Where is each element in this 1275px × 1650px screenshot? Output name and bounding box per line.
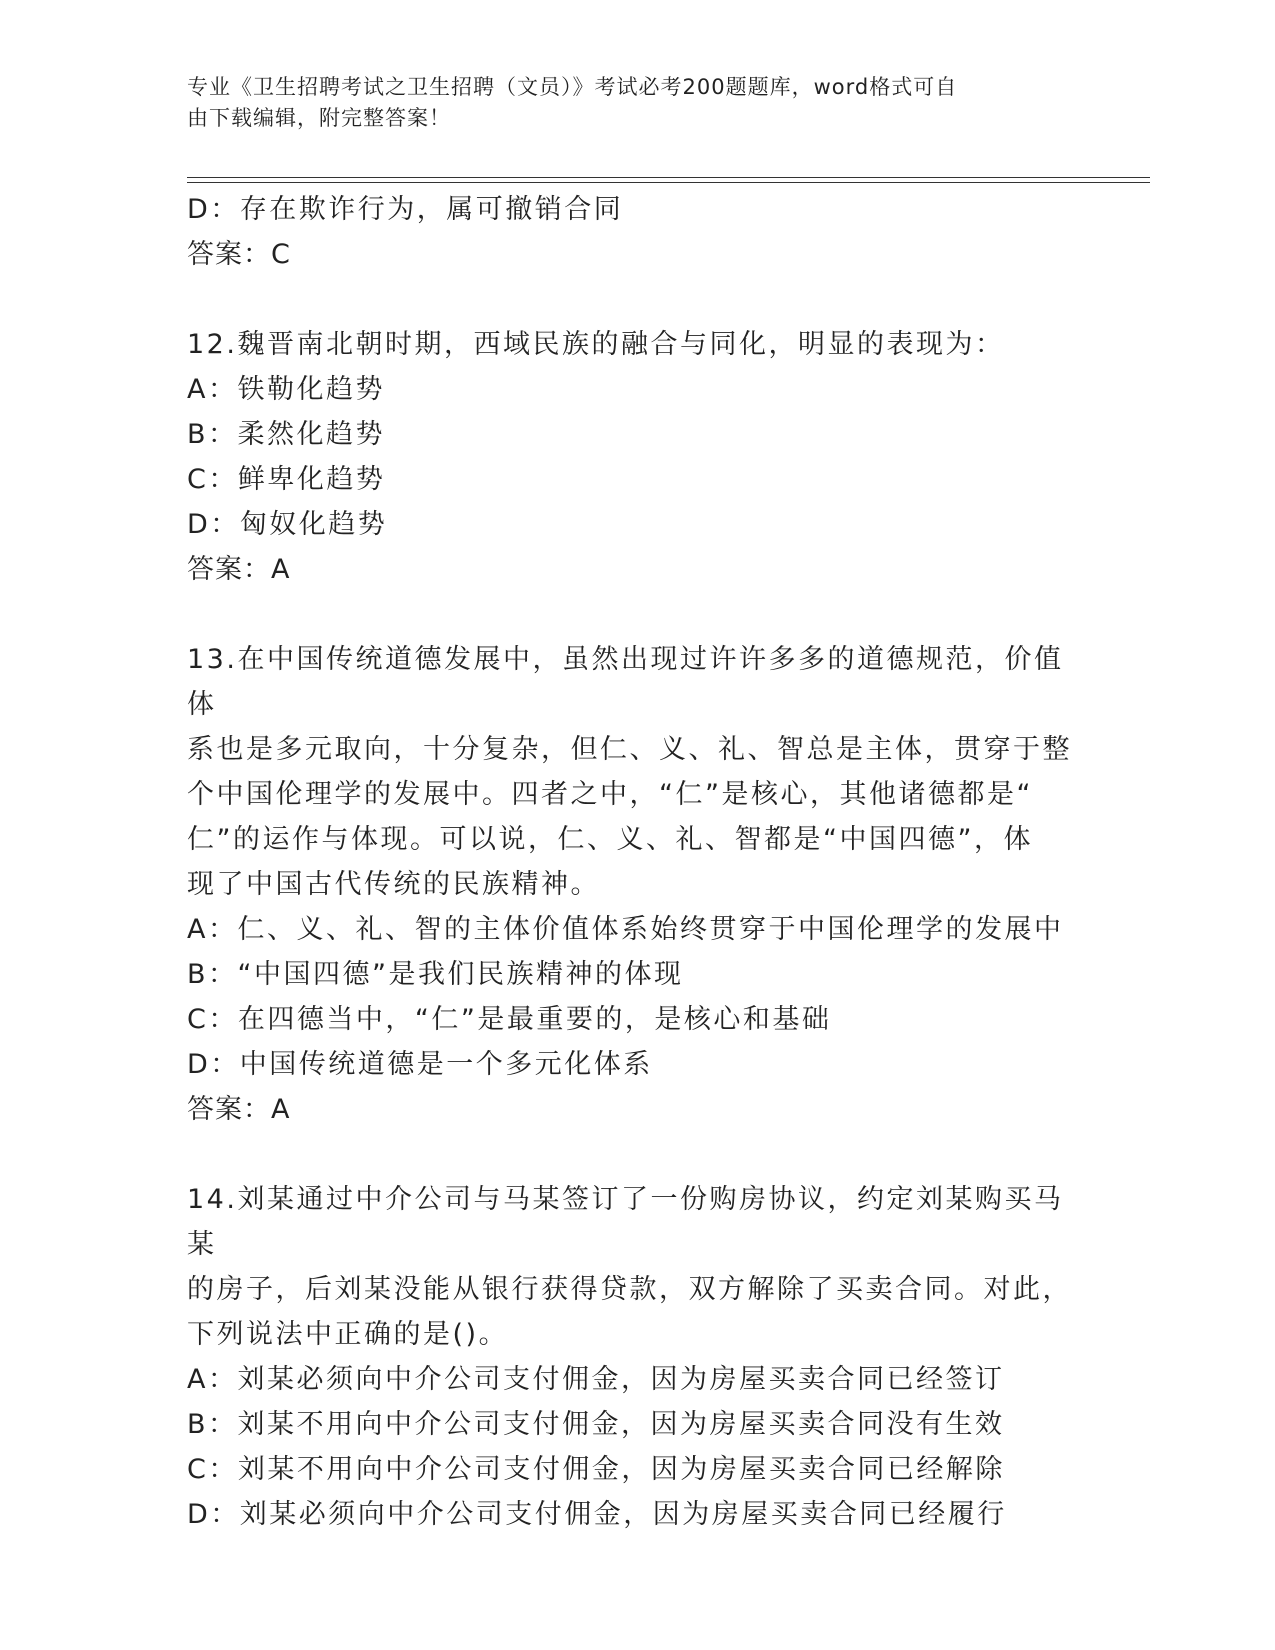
question-stem: 个中国伦理学的发展中。四者之中，“仁”是核心，其他诸德都是“ [187,779,1033,810]
spacer [187,277,1082,322]
question-stem: 系也是多元取向，十分复杂，但仁、义、礼、智总是主体，贯穿于整 [187,734,1072,765]
question-14 [187,1177,1082,1537]
option-b: B：“中国四德”是我们民族精神的体现 [187,959,684,990]
option-d: D：匈奴化趋势 [187,509,388,540]
question-stem: 12.魏晋南北朝时期，西域民族的融合与同化，明显的表现为： [187,329,1005,360]
option-c: C：在四德当中，“仁”是最重要的，是核心和基础 [187,1004,832,1035]
option-c: C：鲜卑化趋势 [187,464,386,495]
header-line-2: 由下载编辑，附完整答案！ [187,106,451,130]
option-c: C：刘某不用向中介公司支付佣金，因为房屋买卖合同已经解除 [187,1454,1005,1485]
question-stem: 下列说法中正确的是()。 [187,1319,509,1350]
question-stem: 14.刘某通过中介公司与马某签订了一份购房协议，约定刘某购买马某 [187,1184,1064,1260]
document-header [187,72,1067,134]
answer-line: 答案：C [187,239,291,270]
question-stem: 仁”的运作与体现。可以说，仁、义、礼、智都是“中国四德”，体 [187,824,1033,855]
option-a: A：仁、义、礼、智的主体价值体系始终贯穿于中国伦理学的发展中 [187,914,1064,945]
option-a: A：刘某必须向中介公司支付佣金，因为房屋买卖合同已经签订 [187,1364,1005,1395]
option-b: B：刘某不用向中介公司支付佣金，因为房屋买卖合同没有生效 [187,1409,1005,1440]
question-12 [187,322,1082,592]
option-d: D：刘某必须向中介公司支付佣金，因为房屋买卖合同已经履行 [187,1499,1007,1530]
option-a: A：铁勒化趋势 [187,374,385,405]
spacer [187,1132,1082,1177]
question-13 [187,637,1082,1132]
header-line-1: 专业《卫生招聘考试之卫生招聘（文员）》考试必考200题题库，word格式可自 [187,75,958,99]
option-d: D：中国传统道德是一个多元化体系 [187,1049,653,1080]
document-body [187,187,1082,1537]
option-b: B：柔然化趋势 [187,419,386,450]
option-d: D：存在欺诈行为，属可撤销合同 [187,194,624,225]
answer-line: 答案：A [187,1094,291,1125]
spacer [187,592,1082,637]
header-divider-top [187,177,1150,178]
answer-line: 答案：A [187,554,291,585]
header-divider-bottom [187,182,1150,183]
question-stem: 现了中国古代传统的民族精神。 [187,869,600,900]
question-stem: 的房子，后刘某没能从银行获得贷款，双方解除了买卖合同。对此， [187,1274,1072,1305]
question-stem: 13.在中国传统道德发展中，虽然出现过许许多多的道德规范，价值体 [187,644,1064,720]
